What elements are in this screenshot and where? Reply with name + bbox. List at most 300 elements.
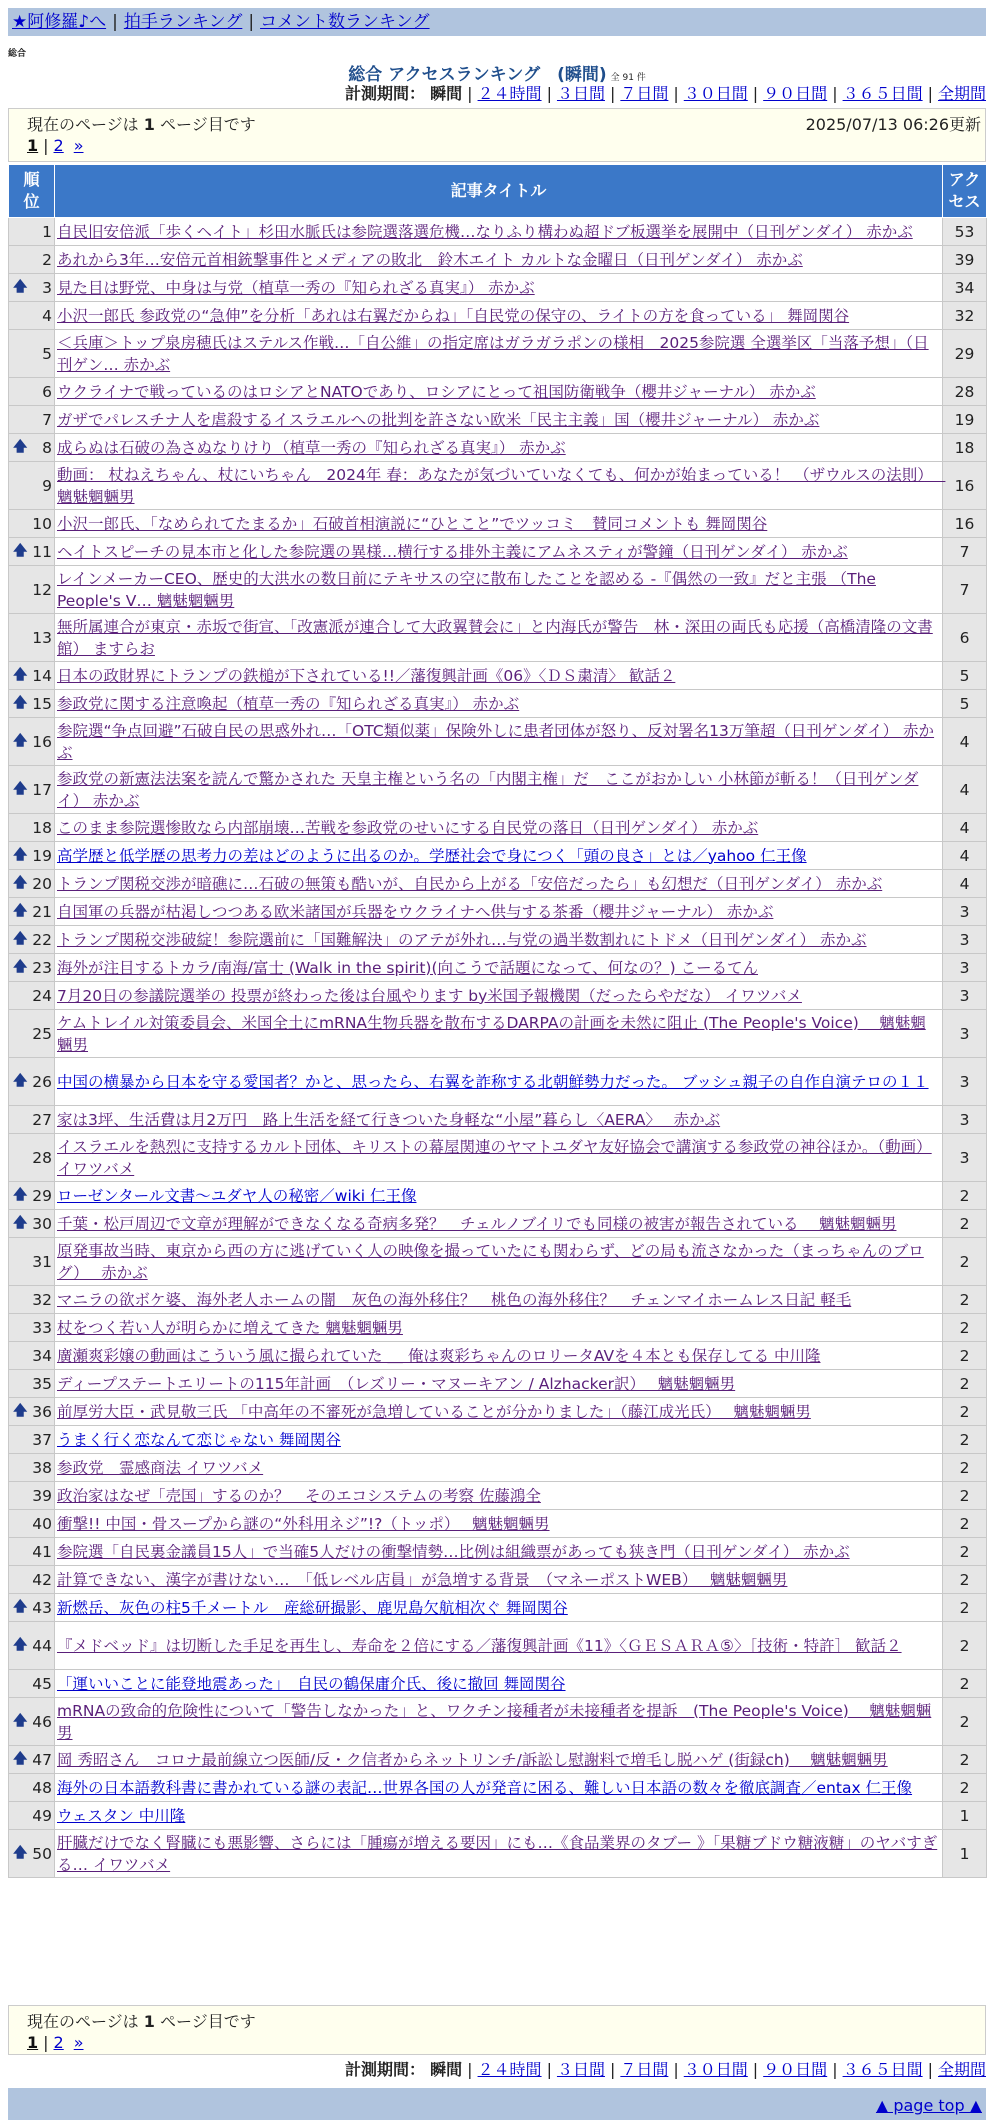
rank-number: 6 [42,382,52,401]
page-2-link[interactable]: 2 [53,136,64,155]
table-row [9,302,987,330]
title-cell [55,378,943,406]
table-row [9,566,987,614]
rank-number: 34 [32,1346,52,1365]
page-top-link[interactable]: ▲ page top ▲ [875,2096,982,2115]
access-count: 6 [943,614,987,662]
rank-up-arrow-icon: 🡅 [13,694,28,711]
article-title-link[interactable]: うまく行く恋なんて恋じゃない 舞岡関谷 [57,1430,341,1449]
article-title-link[interactable]: 参院選「自民裏金議員15人」で当確5人だけの衝撃情勢…比例は組織票があっても狭き門（日刊ゲンダイ） 赤かぶ [57,1542,850,1561]
rank-cell [9,406,55,434]
rank-cell [9,462,55,510]
rank-number: 48 [32,1778,52,1797]
rank-number: 45 [32,1674,52,1693]
table-row [9,1566,987,1594]
period-3d-link[interactable]: ３日間 [556,84,605,103]
article-title-link[interactable]: mRNAの致命的危険性について「警告しなかった」と、ワクチン接種者が未接種者を提訴 (The People's Voice) 魑魅魍魎男 [57,1701,932,1742]
article-title-link[interactable]: 中国の横暴から日本を守る愛国者？かと、思ったら、右翼を詐称する北朝鮮勢力だった。 ブッシュ親子の自作自演テロの１１ [57,1072,929,1091]
title-cell [55,898,943,926]
article-title-link[interactable]: このまま参院選惨敗なら内部崩壊…苦戦を参政党のせいにする自民党の落日（日刊ゲンダイ） 赤かぶ [57,818,759,837]
access-count: 2 [943,1566,987,1594]
rank-number: 38 [32,1458,52,1477]
access-count: 4 [943,870,987,898]
rank-cell [9,954,55,982]
next-page-link[interactable]: » [73,2033,84,2052]
table-row [9,842,987,870]
rank-cell [9,662,55,690]
access-count: 2 [943,1482,987,1510]
title-cell [55,1566,943,1594]
rank-number: 46 [32,1712,52,1731]
article-title-link[interactable]: 千葉・松戸周辺で文章が理解ができなくなる奇病多発？ チェルノブイリでも同様の被害が報告されている 魑魅魍魎男 [57,1214,897,1233]
article-title-link[interactable]: 高学歴と低学歴の思考力の差はどのように出るのか。学歴社会で身につく「頭の良さ」とは／yahoo 仁王像 [57,846,807,865]
article-title-link[interactable]: 参院選“争点回避”石破自民の思惑外れ…「OTC類似薬」保険外しに患者団体が怒り、反対署名13万筆超（日刊ゲンダイ） 赤かぶ [57,721,935,762]
article-title-link[interactable]: ＜兵庫＞トップ泉房穂氏はステルス作戦…「自公維」の指定席はガラガラポンの様相 2025参院選 全選挙区「当落予想」（日刊ゲン… 赤かぶ [57,333,929,374]
rank-number: 31 [32,1252,52,1271]
article-title-link[interactable]: 見た目は野党、中身は与党（植草一秀の『知られざる真実』） 赤かぶ [57,278,535,297]
title-cell [55,1314,943,1342]
rank-up-arrow-icon: 🡅 [13,1636,28,1653]
rank-number: 22 [32,930,52,949]
article-title-link[interactable]: 自民旧安倍派「歩くヘイト」杉田水脈氏は参院選落選危機…なりふり構わぬ超ドブ板選挙を展開中（日刊ゲンダイ） 赤かぶ [57,222,913,241]
table-row [9,1106,987,1134]
title-cell [55,510,943,538]
table-row [9,1774,987,1802]
header-rank-label: 順位 [23,170,40,211]
rank-number: 21 [32,902,52,921]
access-count: 1 [943,1830,987,1878]
period-30d-link[interactable]: ３０日間 [683,84,748,103]
access-count: 2 [943,1342,987,1370]
article-title-link[interactable]: ウェスタン 中川隆 [57,1806,186,1825]
article-title-link[interactable]: 政治家はなぜ「売国」するのか？ そのエコシステムの考察 佐藤鴻全 [57,1486,541,1505]
top-nav-comment-ranking-link[interactable]: コメント数ランキング [260,12,430,32]
rank-up-arrow-icon: 🡅 [13,902,28,919]
title-cell [55,1398,943,1426]
separator: | [248,12,255,32]
period-7d-link[interactable]: ７日間 [620,84,669,103]
access-count: 2 [943,1426,987,1454]
title-cell [55,1594,943,1622]
article-title-link[interactable]: 動画： 杖ねえちゃん、杖にいちゃん 2024年 春：あなたが気づいていなくても、何かが始まっている！ （ザウルスの法則） 魑魅魍魎男 [57,465,946,506]
header-access-label: アクセス [948,170,981,211]
table-row [9,274,987,302]
article-title-link[interactable]: 日本の政財界にトランプの鉄槌が下されている!!／藩復興計画《06》〈ＤＳ粛清〉 歓話２ [57,666,676,685]
table-row [9,1010,987,1058]
article-title-link[interactable]: 廣瀬爽彩嬢の動画はこういう風に撮られていた ＿ 俺は爽彩ちゃんのロリータAVを４本とも保存してる 中川隆 [57,1346,821,1365]
access-count: 2 [943,1670,987,1698]
current-page-text: 現在のページは 1 ページ目です [27,115,256,134]
title-cell [55,662,943,690]
table-row [9,1286,987,1314]
rank-number: 11 [32,542,52,561]
table-row [9,538,987,566]
title-cell [55,1010,943,1058]
rank-cell [9,1482,55,1510]
rank-cell [9,926,55,954]
access-count: 2 [943,1370,987,1398]
title-cell [55,1746,943,1774]
article-title-link[interactable]: イスラエルを熱烈に支持するカルト団体、キリストの幕屋関連のヤマトユダヤ友好協会で講演する参政党の神谷ほか。（動画） イワツバメ [57,1137,932,1178]
rank-number: 32 [32,1290,52,1309]
rank-number: 30 [32,1214,52,1233]
period-selector-top: 計測期間： 瞬間 | ２４時間 | ３日間 | ７日間 | ３０日間 | ９０日間 | ３６５日間 | 全期間 [345,84,986,103]
rank-up-arrow-icon: 🡅 [13,1598,28,1615]
rank-cell [9,690,55,718]
access-count: 4 [943,718,987,766]
article-title-link[interactable]: レインメーカーCEO、歴史的大洪水の数日前にテキサスの空に散布したことを認める -『偶然の一致』だと主張 （The People's V… 魑魅魍魎男 [57,569,876,610]
access-count: 1 [943,1802,987,1830]
title-cell [55,566,943,614]
title-cell [55,1426,943,1454]
top-nav [8,8,986,36]
title-cell [55,1830,943,1878]
rank-up-arrow-icon: 🡅 [13,278,28,295]
table-row [9,1182,987,1210]
table-row [9,330,987,378]
ranking-table [8,164,987,1878]
title-cell [55,982,943,1010]
period-24h-link[interactable]: ２４時間 [477,2060,542,2079]
rank-cell [9,814,55,842]
updated-timestamp: 2025/07/13 06:26更新 [805,115,981,134]
rank-cell [9,718,55,766]
access-count: 2 [943,1510,987,1538]
rank-cell [9,1426,55,1454]
access-count: 29 [943,330,987,378]
access-count: 7 [943,538,987,566]
access-count: 2 [943,1594,987,1622]
access-count: 3 [943,1058,987,1106]
access-count: 3 [943,898,987,926]
access-count: 39 [943,246,987,274]
rank-up-arrow-icon: 🡅 [13,780,28,797]
article-title-link[interactable]: トランプ関税交渉破綻！参院選前に「国難解決」のアテが外れ…与党の過半数割れにトドメ（日刊ゲンダイ） 赤かぶ [57,930,867,949]
access-count: 2 [943,1238,987,1286]
article-title-link[interactable]: 参政党 霊感商法 イワツバメ [57,1458,264,1477]
article-title-link[interactable]: 「運いいことに能登地震あった」 自民の鶴保庸介氏、後に撤回 舞岡関谷 [57,1674,566,1693]
article-title-link[interactable]: 『メドベッド』は切断した手足を再生し、寿命を２倍にする／藩復興計画《11》〈ＧＥＳＡＲＡ⑤〉［技術・特許］ 歓話２ [57,1636,902,1655]
access-count: 3 [943,1010,987,1058]
rank-number: 24 [32,986,52,1005]
table-row [9,898,987,926]
title-cell [55,434,943,462]
title-cell [55,842,943,870]
rank-up-arrow-icon: 🡅 [13,666,28,683]
rank-cell [9,330,55,378]
title-cell [55,302,943,330]
ranking-rows [9,218,987,1878]
title-cell [55,1454,943,1482]
rank-cell [9,982,55,1010]
period-365d-link[interactable]: ３６５日間 [842,84,923,103]
table-row [9,1454,987,1482]
access-count: 2 [943,1314,987,1342]
title-cell [55,766,943,814]
separator: | [112,12,118,32]
table-row [9,954,987,982]
table-row [9,1746,987,1774]
rank-number: 36 [32,1402,52,1421]
rank-up-arrow-icon: 🡅 [13,732,28,749]
period-365d-link[interactable]: ３６５日間 [842,2060,923,2079]
rank-number: 12 [32,580,52,599]
rank-cell [9,274,55,302]
access-count: 2 [943,1746,987,1774]
rank-cell [9,1106,55,1134]
period-3d-link[interactable]: ３日間 [556,2060,605,2079]
rank-cell [9,510,55,538]
rank-number: 40 [32,1514,52,1533]
rank-number: 18 [32,818,52,837]
rank-up-arrow-icon: 🡅 [13,1214,28,1231]
article-title-link[interactable]: 原発事故当時、東京から西の方に逃げていく人の映像を撮っていたにも関わらず、どの局も流さなかった（まっちゃんのブログ） 赤かぶ [57,1241,924,1282]
article-title-link[interactable]: 前厚労大臣・武見敬三氏 「中高年の不審死が急増していることが分かりました」（藤江成光氏） 魑魅魍魎男 [57,1402,811,1421]
access-count: 7 [943,566,987,614]
rank-number: 47 [32,1750,52,1769]
rank-cell [9,766,55,814]
title-cell [55,614,943,662]
article-title-link[interactable]: 小沢一郎氏、「なめられてたまるか」石破首相演説に“ひとこと”でツッコミ 賛同コメントも 舞岡関谷 [57,514,768,533]
rank-cell [9,1454,55,1482]
table-row [9,1134,987,1182]
title-cell [55,1058,943,1106]
rank-cell [9,566,55,614]
rank-up-arrow-icon: 🡅 [13,438,28,455]
access-count: 3 [943,982,987,1010]
rank-up-arrow-icon: 🡅 [13,1844,28,1861]
rank-up-arrow-icon: 🡅 [13,1186,28,1203]
article-title-link[interactable]: 杖をつく若い人が明らかに増えてきた 魑魅魍魎男 [57,1318,403,1337]
table-row [9,406,987,434]
title-cell [55,1670,943,1698]
title-cell [55,1510,943,1538]
title-cell [55,1370,943,1398]
access-count: 16 [943,462,987,510]
period-30d-link[interactable]: ３０日間 [683,2060,748,2079]
period-all-link[interactable]: 全期間 [937,2060,986,2079]
rank-cell [9,898,55,926]
top-nav-home-link[interactable]: ★阿修羅♪へ [12,12,107,32]
rank-number: 29 [32,1186,52,1205]
article-title-link[interactable]: 衝撃!! 中国・骨スープから謎の“外科用ネジ”!?（トッポ） 魑魅魍魎男 [57,1514,550,1533]
rank-up-arrow-icon: 🡅 [13,1750,28,1767]
table-row [9,1594,987,1622]
article-title-link[interactable]: 成らぬは石破の為さぬなりけり（植草一秀の『知られざる真実』） 赤かぶ [57,438,566,457]
article-title-link[interactable]: ディープステートエリートの115年計画 （レズリー・マヌーキアン / Alzhacker訳） 魑魅魍魎男 [57,1374,736,1393]
rank-cell [9,302,55,330]
rank-number: 17 [32,780,52,799]
table-row [9,1426,987,1454]
rank-up-arrow-icon: 🡅 [13,874,28,891]
table-row [9,614,987,662]
article-title-link[interactable]: 参政党に関する注意喚起（植草一秀の『知られざる真実』） 赤かぶ [57,694,520,713]
bottom-bar [8,2088,986,2120]
rank-cell [9,1622,55,1670]
period-7d-link[interactable]: ７日間 [620,2060,669,2079]
table-row [9,434,987,462]
rank-up-arrow-icon: 🡅 [13,1072,28,1089]
current-page-text: 現在のページは 1 ページ目です [27,2012,256,2031]
rank-cell [9,870,55,898]
title-cell [55,870,943,898]
rank-cell [9,1370,55,1398]
rank-up-arrow-icon: 🡅 [13,930,28,947]
rank-number: 8 [42,438,52,457]
article-title-link[interactable]: ヘイトスピーチの見本市と化した参院選の異様…横行する排外主義にアムネスティが警鐘（日刊ゲンダイ） 赤かぶ [57,542,848,561]
title-cell [55,926,943,954]
access-count: 19 [943,406,987,434]
period-current: 瞬間 [430,84,463,103]
access-count: 2 [943,1286,987,1314]
access-count: 2 [943,1538,987,1566]
rank-cell [9,1342,55,1370]
table-row [9,1482,987,1510]
rank-cell [9,1210,55,1238]
access-count: 18 [943,434,987,462]
access-count: 2 [943,1698,987,1746]
table-row [9,1510,987,1538]
article-title-link[interactable]: あれから3年…安倍元首相銃撃事件とメディアの敗北 鈴木エイト カルトな金曜日（日刊ゲンダイ） 赤かぶ [57,250,803,269]
period-all-link[interactable]: 全期間 [937,84,986,103]
article-title-link[interactable]: 参政党の新憲法法案を読んで驚かされた 天皇主権という名の「内閣主権」だ ここがおかしい 小林節が斬る！（日刊ゲンダイ） 赤かぶ [57,769,919,810]
rank-number: 15 [32,694,52,713]
rank-cell [9,1566,55,1594]
page-links: 1 | 2 » [27,2033,84,2052]
rank-cell [9,1538,55,1566]
rank-number: 43 [32,1598,52,1617]
rank-number: 44 [32,1636,52,1655]
title-cell [55,814,943,842]
table-row [9,926,987,954]
title-cell [55,330,943,378]
title-cell [55,406,943,434]
rank-number: 5 [42,344,52,363]
article-title-link[interactable]: 計算できない、漢字が書けない… 「低レベル店員」が急増する背景 （マネーポストWEB） 魑魅魍魎男 [57,1570,788,1589]
access-count: 32 [943,302,987,330]
table-row [9,218,987,246]
title-cell [55,1482,943,1510]
table-row [9,870,987,898]
period-24h-link[interactable]: ２４時間 [477,84,542,103]
top-nav-applause-ranking-link[interactable]: 拍手ランキング [123,12,243,32]
title-cell [55,954,943,982]
access-count: 2 [943,1210,987,1238]
rank-cell [9,538,55,566]
rank-number: 1 [42,222,52,241]
table-row [9,1238,987,1286]
article-title-link[interactable]: ケムトレイル対策委員会、米国全土にmRNA生物兵器を散布するDARPAの計画を未然に阻止 (The People's Voice) 魑魅魍魎男 [57,1013,926,1054]
rank-cell [9,1314,55,1342]
period-90d-link[interactable]: ９０日間 [763,84,828,103]
rank-number: 13 [32,628,52,647]
table-row [9,1398,987,1426]
article-title-link[interactable]: 家は3坪、生活費は月2万円 路上生活を経て行きついた身軽な“小屋”暮らし〈AERA〉 赤かぶ [57,1110,721,1129]
rank-number: 3 [42,278,52,297]
article-title-link[interactable]: ローゼンタール文書～ユダヤ人の秘密／wiki 仁王像 [57,1186,417,1205]
rank-number: 20 [32,874,52,893]
page-title: 総合 アクセスランキング (瞬間) [348,65,607,85]
article-title-link[interactable]: 無所属連合が東京・赤坂で街宣、「改憲派が連合して大政翼賛会に」と内海氏が警告 林・深田の両氏も応援（高橋清隆の文書館） ますらお [57,617,933,658]
table-row [9,766,987,814]
category-label: 総合 [8,49,27,59]
access-count: 53 [943,218,987,246]
table-row [9,1698,987,1746]
table-row [9,1342,987,1370]
table-row [9,1830,987,1878]
rank-number: 41 [32,1542,52,1561]
rank-cell [9,1594,55,1622]
rank-cell [9,1830,55,1878]
rank-number: 25 [32,1024,52,1043]
ranking-heading [0,60,994,85]
access-count: 3 [943,954,987,982]
rank-cell [9,1134,55,1182]
access-count: 4 [943,766,987,814]
table-row [9,814,987,842]
article-title-link[interactable]: 小沢一郎氏 参政党の“急伸”を分析「あれは右翼だからね」「自民党の保守の、ライトの方を食っている」 舞岡関谷 [57,306,850,325]
access-count: 16 [943,510,987,538]
rank-cell [9,1286,55,1314]
period-selector-bottom: 計測期間： 瞬間 | ２４時間 | ３日間 | ７日間 | ３０日間 | ９０日間 | ３６５日間 | 全期間 [345,2060,986,2079]
article-title-link[interactable]: 肝臓だけでなく腎臓にも悪影響、さらには「腫瘍が増える要因」にも…《食品業界のタブー 》「果糖ブドウ糖液糖」のヤバすぎる… イワツバメ [57,1833,938,1874]
rank-number: 7 [42,410,52,429]
next-page-link[interactable]: » [73,136,84,155]
rank-cell [9,1670,55,1698]
title-cell [55,274,943,302]
period-90d-link[interactable]: ９０日間 [763,2060,828,2079]
rank-cell [9,378,55,406]
table-row [9,1314,987,1342]
article-title-link[interactable]: 新燃岳、灰色の柱5千メートル 産総研撮影、鹿児島欠航相次ぐ 舞岡関谷 [57,1598,568,1617]
article-title-link[interactable]: トランプ関税交渉が暗礁に…石破の無策も酷いが、自民から上がる「安倍だったら」も幻想だ（日刊ゲンダイ） 赤かぶ [57,874,883,893]
table-row [9,1802,987,1830]
access-count: 28 [943,378,987,406]
access-count: 3 [943,1106,987,1134]
table-row [9,1058,987,1106]
article-title-link[interactable]: マニラの欲ボケ婆、海外老人ホームの闇 灰色の海外移住？ 桃色の海外移住？ チェンマイホームレス日記 軽毛 [57,1290,852,1309]
article-title-link[interactable]: 海外の日本語教科書に書かれている謎の表記…世界各国の人が発音に困る、難しい日本語の数々を徹底調査／entax 仁王像 [57,1778,913,1797]
article-title-link[interactable]: 岡 秀昭さん コロナ最前線立つ医師/反・ク信者からネットリンチ/訴訟し慰謝料で増毛し脱ハゲ (街録ch) 魑魅魍魎男 [57,1750,888,1769]
rank-number: 2 [42,250,52,269]
table-row [9,1210,987,1238]
article-title-link[interactable]: 7月20日の参議院選挙の 投票が終わった後は台風やります by米国予報機関（だったらやだな） イワツバメ [57,986,802,1005]
access-count: 4 [943,842,987,870]
access-count: 5 [943,690,987,718]
article-title-link[interactable]: 自国軍の兵器が枯渇しつつある欧米諸国が兵器をウクライナへ供与する茶番（櫻井ジャーナル） 赤かぶ [57,902,774,921]
access-count: 2 [943,1182,987,1210]
article-title-link[interactable]: ガザでパレスチナ人を虐殺するイスラエルへの批判を許さない欧米「民主主義」国（櫻井ジャーナル） 赤かぶ [57,410,820,429]
page-2-link[interactable]: 2 [53,2033,64,2052]
title-cell [55,1238,943,1286]
rank-cell [9,1510,55,1538]
table-row [9,1622,987,1670]
title-cell [55,538,943,566]
table-row [9,1370,987,1398]
title-cell [55,1210,943,1238]
article-title-link[interactable]: ウクライナで戦っているのはロシアとNATOであり、ロシアにとって祖国防衛戦争（櫻井ジャーナル） 赤かぶ [57,382,816,401]
article-title-link[interactable]: 海外が注目するトカラ/南海/富士 (Walk in the spirit)(向こうで話題になって、何なの？) こーるてん [57,958,759,977]
period-label: 計測期間： [345,2060,426,2079]
access-count: 2 [943,1774,987,1802]
access-count: 4 [943,814,987,842]
rank-cell [9,1182,55,1210]
table-row [9,462,987,510]
rank-number: 49 [32,1806,52,1825]
title-cell [55,1134,943,1182]
table-row [9,718,987,766]
rank-cell [9,842,55,870]
